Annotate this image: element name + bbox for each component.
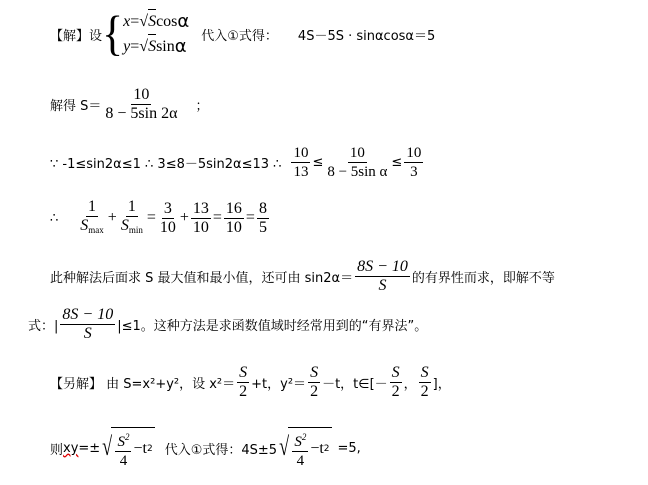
solution-line-7: 【另解】 由 S=x²+y²，设 x²＝ $\frac{S}{2}$ +t，y²＝ $\frac{S}{2}$ －t，t∈[－ $\frac{S}{2}$ ， $\frac{S}{2}$ ]， [50,363,451,400]
alt-solution-text: 【另解】 由 S=x²+y²，设 x²＝ [50,376,236,392]
fraction-10-13: $\frac{10}{13}$ [293,144,309,180]
bound-chain-text: ∵ -1≤sin2α≤1 ∴ 3≤8－5sin2α≤13 ∴ [50,156,282,172]
solution-line-1 [50,6,435,62]
solution-line-6: 式：| $\frac{8S - 10}{S}$ |≤1。这种方法是求函数值域时经常用到的“有界法”。 [28,305,428,342]
fraction-10-3: $\frac{10}{3}$ [406,144,422,180]
solution-line-4: ∴ $\frac{1}{S_{max}}$ + $\frac{1}{S_{min}}$ = $\frac{3}{10}$ + $\frac{13}{10}$ = $\frac{16}{10}$ = $\frac{8}{5}$ [50,194,271,242]
xy-term: xy [63,440,79,456]
fraction-1-over-smin: $\frac{1}{S_{min}}$ [120,197,143,235]
substitute-text: 代入①式得： [201,28,278,44]
equation-system [123,9,189,59]
solution-line-3: ∵ -1≤sin2α≤1 ∴ 3≤8－5sin2α≤13 ∴ $\frac{10}{13}$ ≤ $\frac{10}{\text{8 − 5sin α}}$ ≤ $\frac{10}{3}$ [50,144,422,180]
left-brace: { [102,6,124,61]
solution-line-5: 此种解法后面求 S 最大值和最小值，还可由 sin2α＝ $\frac{8S - 10}{S}$ 的有界性而求，即解不等 [50,257,555,294]
s-fraction: $\frac{10}{8 - 5\sin 2\alpha}$ [105,85,178,122]
fraction-1-over-smax: $\frac{1}{S_{max}}$ [80,197,104,235]
solution-line-2: 解得 S＝ $\frac{10}{8 - 5\sin 2\alpha}$ ； [50,85,209,122]
substitution-equation: 4S－5S · sinαcosα＝5 [297,28,436,44]
sqrt-expression-1: √ $\frac{S^2}{4}$ −t 2 [100,427,154,470]
fraction-8s-10-over-s: $\frac{8S - 10}{S}$ [357,257,408,294]
solve-text: 解得 S＝ [50,98,102,114]
sqrt-expression-2: √ $\frac{S^2}{4}$ −t 2 [277,427,331,470]
system-row-y: y = √ S sin α [123,34,189,59]
fraction-10-over-expr: $\frac{10}{\text{8 − 5sin α}}$ [327,144,388,180]
solution-line-8: 则 xy =± √ $\frac{S^2}{4}$ −t 2 代入①式得：4S±5 √ $\frac{S^2}{4}$ −t 2 =5, [50,422,361,474]
solution-tag: 【解】设 [50,28,103,44]
remark-text: 此种解法后面求 S 最大值和最小值，还可由 sin2α＝ [50,270,354,286]
abs-fraction: $\frac{8S - 10}{S}$ [62,305,114,342]
system-row-x: x = √ S cos α [123,9,189,34]
